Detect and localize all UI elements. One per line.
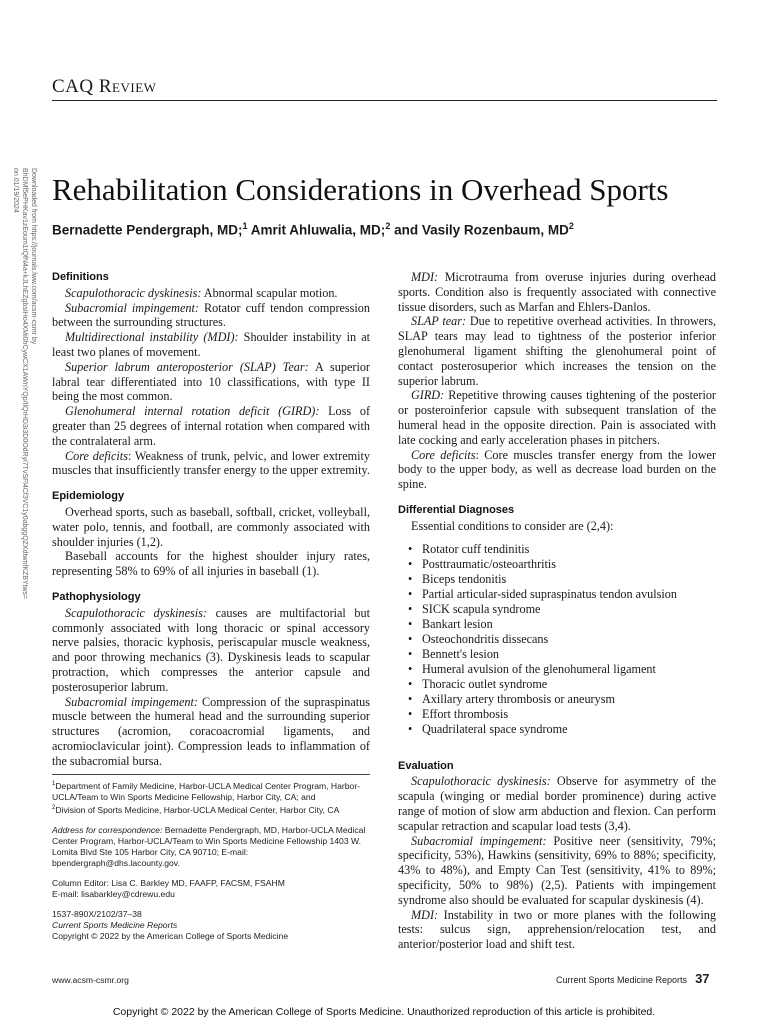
list-item: • Bankart lesion [408,617,716,632]
list-item: • Posttraumatic/osteoarthritis [408,557,716,572]
page-number: 37 [695,971,710,986]
definition-paragraph: Scapulothoracic dyskinesis: Abnormal scapular motion. [65,285,338,300]
evaluation-heading: Evaluation [398,759,454,772]
page-footer: Current Sports Medicine Reports 37 [556,971,710,986]
definitions-heading: Definitions [52,271,109,283]
pathophysiology-heading: Pathophysiology [52,590,141,603]
publication-info: 1537-890X/2102/37–38 Current Sports Medicine Reports Copyright © 2022 by the American College of Sports Medicine [52,908,289,941]
list-item: • Thoracic outlet syndrome [408,677,716,692]
section-label: CAQ Review [52,76,157,97]
definition-paragraph: Glenohumeral internal rotation deficit (GIRD): Loss of greater than 25 degrees of internal rotation when compared with the contralateral arm. [52,404,370,448]
list-item: • Humeral avulsion of the glenohumeral ligament [408,662,716,677]
copyright-notice: Copyright © 2022 by the American College of Sports Medicine. Unauthorized reproduction of this article is prohibited. [112,1006,656,1018]
footnotes [52,779,374,951]
pathophysiology-paragraph: GIRD: Repetitive throwing causes tightening of the posterior or posteroinferior capsule with subsequent translation of the humeral head in the opposite direction. Pain is associated with late cocking and early acceleration phases in pitchers. [398,388,716,447]
list-item: • Axillary artery thrombosis or aneurysm [408,692,716,707]
definition-paragraph: Superior labrum anteroposterior (SLAP) Tear: A superior labral tear differentiated into 10 classifications, with type II being the most common. [52,359,370,404]
definition-paragraph: Multidirectional instability (MDI): Shoulder instability in at least two planes of movement. [52,330,370,359]
list-item: • Bennett's lesion [408,647,716,662]
header-rule [52,100,717,101]
evaluation-paragraph: MDI: Instability in two or more planes with the following tests: sulcus sign, apprehension/relocation test, and anterior/posterior load and shift test. [398,907,716,952]
list-item: • SICK scapula syndrome [408,602,716,617]
epidemiology-paragraph: Baseball accounts for the highest shoulder injury rates, representing 58% to 69% of all injuries in baseball (1). [52,549,370,579]
author-list: Bernadette Pendergraph, MD;$^1$ Amrit Ahluwalia, MD;$^2$ and Vasily Rozenbaum, $MD^2$ [52,221,574,238]
list-item: • Quadrilateral space syndrome [408,722,716,737]
pathophysiology-paragraph: SLAP tear: Due to repetitive overhead activities. In throwers, SLAP tears may lead to tightness of the posterior inferior glenohumeral ligament shifting the glenohumeral point of contact posterosuperior which increases the tension on the superior labrum. [398,314,717,388]
differential-list [398,542,716,737]
epidemiology-paragraph: Overhead sports, such as baseball, softball, cricket, volleyball, water polo, tennis, and football, are commonly associated with shoulder injuries (1,2). [52,504,370,549]
pathophysiology-paragraph: MDI: Microtrauma from overuse injuries during overhead sports. Condition also is frequently associated with connective tissue disorders, such as Marfan and Ehlers-Danlos. [398,270,716,314]
journal-url: www.acsm-csmr.org [52,975,129,985]
epidemiology-heading: Epidemiology [52,490,125,503]
correspondence: Address for correspondence: Bernadette Pendergraph, MD, Harbor-UCLA Medical Center Program, Harbor-UCLA/Team to Win Sports Medicine Fellowship 1403 W. Lomita Blvd Ste 105 Harbor City, CA 90710; E-mail: bpendergraph@dhs.lacounty.gov. [52,824,366,868]
evaluation-paragraph: Scapulothoracic dyskinesis: Observe for asymmetry of the scapula (winging or medial border prominence) during active range of motion of slow arm abduction and flexion. Can perform scapular retraction and scapular load tests (3,4). [398,774,717,833]
left-column [52,270,370,769]
footnote-rule [52,774,370,775]
list-item: • Biceps tendonitis [408,572,716,587]
download-notice: Downloaded from https://journals.lww.com/acsm-csmr by BhDMf5ePHKav1zEoum1tQfN4a+kJLhEZgbsIHo4XMi0hCywCX1AWnYQp/IlQrHD3i3D0OdRyi7TvSFl4Cf3VC1y0abggQZXdtwnfKZBYtws= on 01/19/2024 [12,168,37,600]
pathophysiology-paragraph: Scapulothoracic dyskinesis: causes are multifactorial but commonly associated with long thoracic or spinal accessory nerve palsies, thoracic kyphosis, periscapular muscle weakness, and poor throwing mechanics (3). Dyskinesis leads to scapular protraction, which compresses the anterior capsule and posterosuperior labrum. [52,605,370,694]
differential-heading: Differential Diagnoses [398,503,515,516]
definition-paragraph: Subacromial impingement: Rotator cuff tendon compression between the surrounding structures. [52,300,370,330]
column-editor: Column Editor: Lisa C. Barkley MD, FAAFP, FACSM, FSAHM E-mail: lisabarkley@cdrewu.edu [52,877,285,899]
definition-paragraph: Core deficits: Weakness of trunk, pelvic, and lower extremity muscles that insufficiently transfer energy to the upper extremity. [52,448,370,478]
list-item: • Rotator cuff tendinitis [408,542,716,557]
pathophysiology-paragraph: Subacromial impingement: Compression of the supraspinatus muscle between the humeral head and the surrounding superior structures (acromion, coracoacromial ligaments, and acromioclavicular joint). Compression leads to inflammation of the subacromial bursa. [52,694,370,768]
affiliations: $^1$Department of Family Medicine, Harbor-UCLA Medical Center Program, Harbor-UCLA/Team to Win Sports Medicine Fellowship, Harbor City, CA; and $^2$Division of Sports Medicine, Harbor-UCLA Medical Center, Harbor City, CA [52,780,361,815]
list-item: • Partial articular-sided supraspinatus tendon avulsion [408,587,716,602]
differential-intro: Essential conditions to consider are (2,4): [411,518,614,533]
right-column [398,270,716,952]
list-item: • Osteochondritis dissecans [408,632,716,647]
list-item: • Effort thrombosis [408,707,716,722]
evaluation-paragraph: Subacromial impingement: Positive neer (sensitivity, 79%; specificity, 53%), Hawkins (sensitivity, 69% to 88%; specificity, 43% to 48%), and Empty Can Test (sensitivity, 41% to 89%; specificity, 50% to 98%) (2,5). Patients with impingement syndrome also should be evaluated for scapular dyskinesis (4). [398,833,716,907]
pathophysiology-paragraph: Core deficits: Core muscles transfer energy from the lower body to the upper body, as well as decrease load burden on the spine. [398,447,717,492]
article-title: Rehabilitation Considerations in Overhead Sports [52,172,669,207]
